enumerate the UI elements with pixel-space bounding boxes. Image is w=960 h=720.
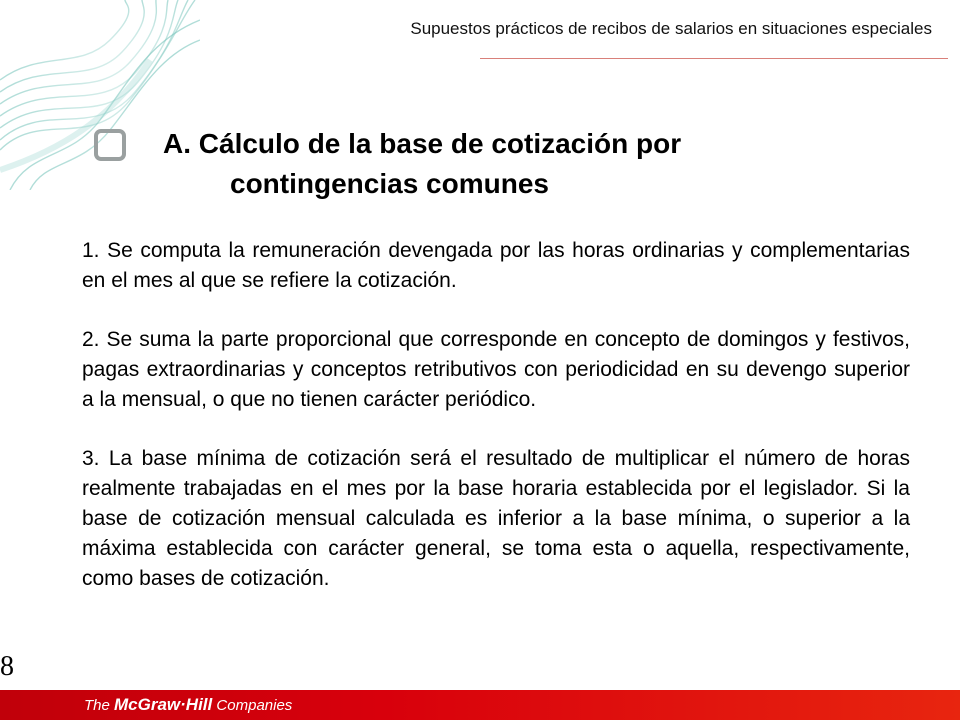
logo-brand: McGraw·Hill: [114, 695, 213, 714]
paragraph-2: 2. Se suma la parte proporcional que corresponde en concepto de domingos y festivos, pagas extraordinarias y conceptos retributivos con periodicidad en su devengo superior a la mensual, o que no tienen carácter periódico.: [82, 328, 910, 411]
logo-prefix: The: [84, 697, 115, 714]
slide-title-line1: A. Cálculo de la base de cotización por: [163, 128, 682, 159]
paragraph-1: 1. Se computa la remuneración devengada por las horas ordinarias y complementarias en el mes al que se refiere la cotización.: [82, 239, 910, 292]
publisher-logo: [84, 695, 292, 716]
logo-suffix: Companies: [212, 697, 293, 714]
slide-body: [82, 236, 910, 594]
paragraph-3: 3. La base mínima de cotización será el resultado de multiplicar el número de horas realmente trabajadas en el mes por la base horaria establecida por el legislador. Si la base de cotización mensual calculada es inferior a la base mínima, o superior a la máxima establecida con carácter general, se toma esta o aquella, respectivamente, como bases de cotización.: [82, 447, 910, 590]
presentation-subtitle: Supuestos prácticos de recibos de salarios en situaciones especiales: [410, 19, 932, 38]
header-rule: [480, 58, 948, 59]
page-number: 8: [0, 651, 14, 682]
rounded-square-bullet-icon: [93, 128, 127, 162]
slide-title-line2: contingencias comunes: [230, 168, 549, 199]
slide-title: [163, 124, 863, 204]
